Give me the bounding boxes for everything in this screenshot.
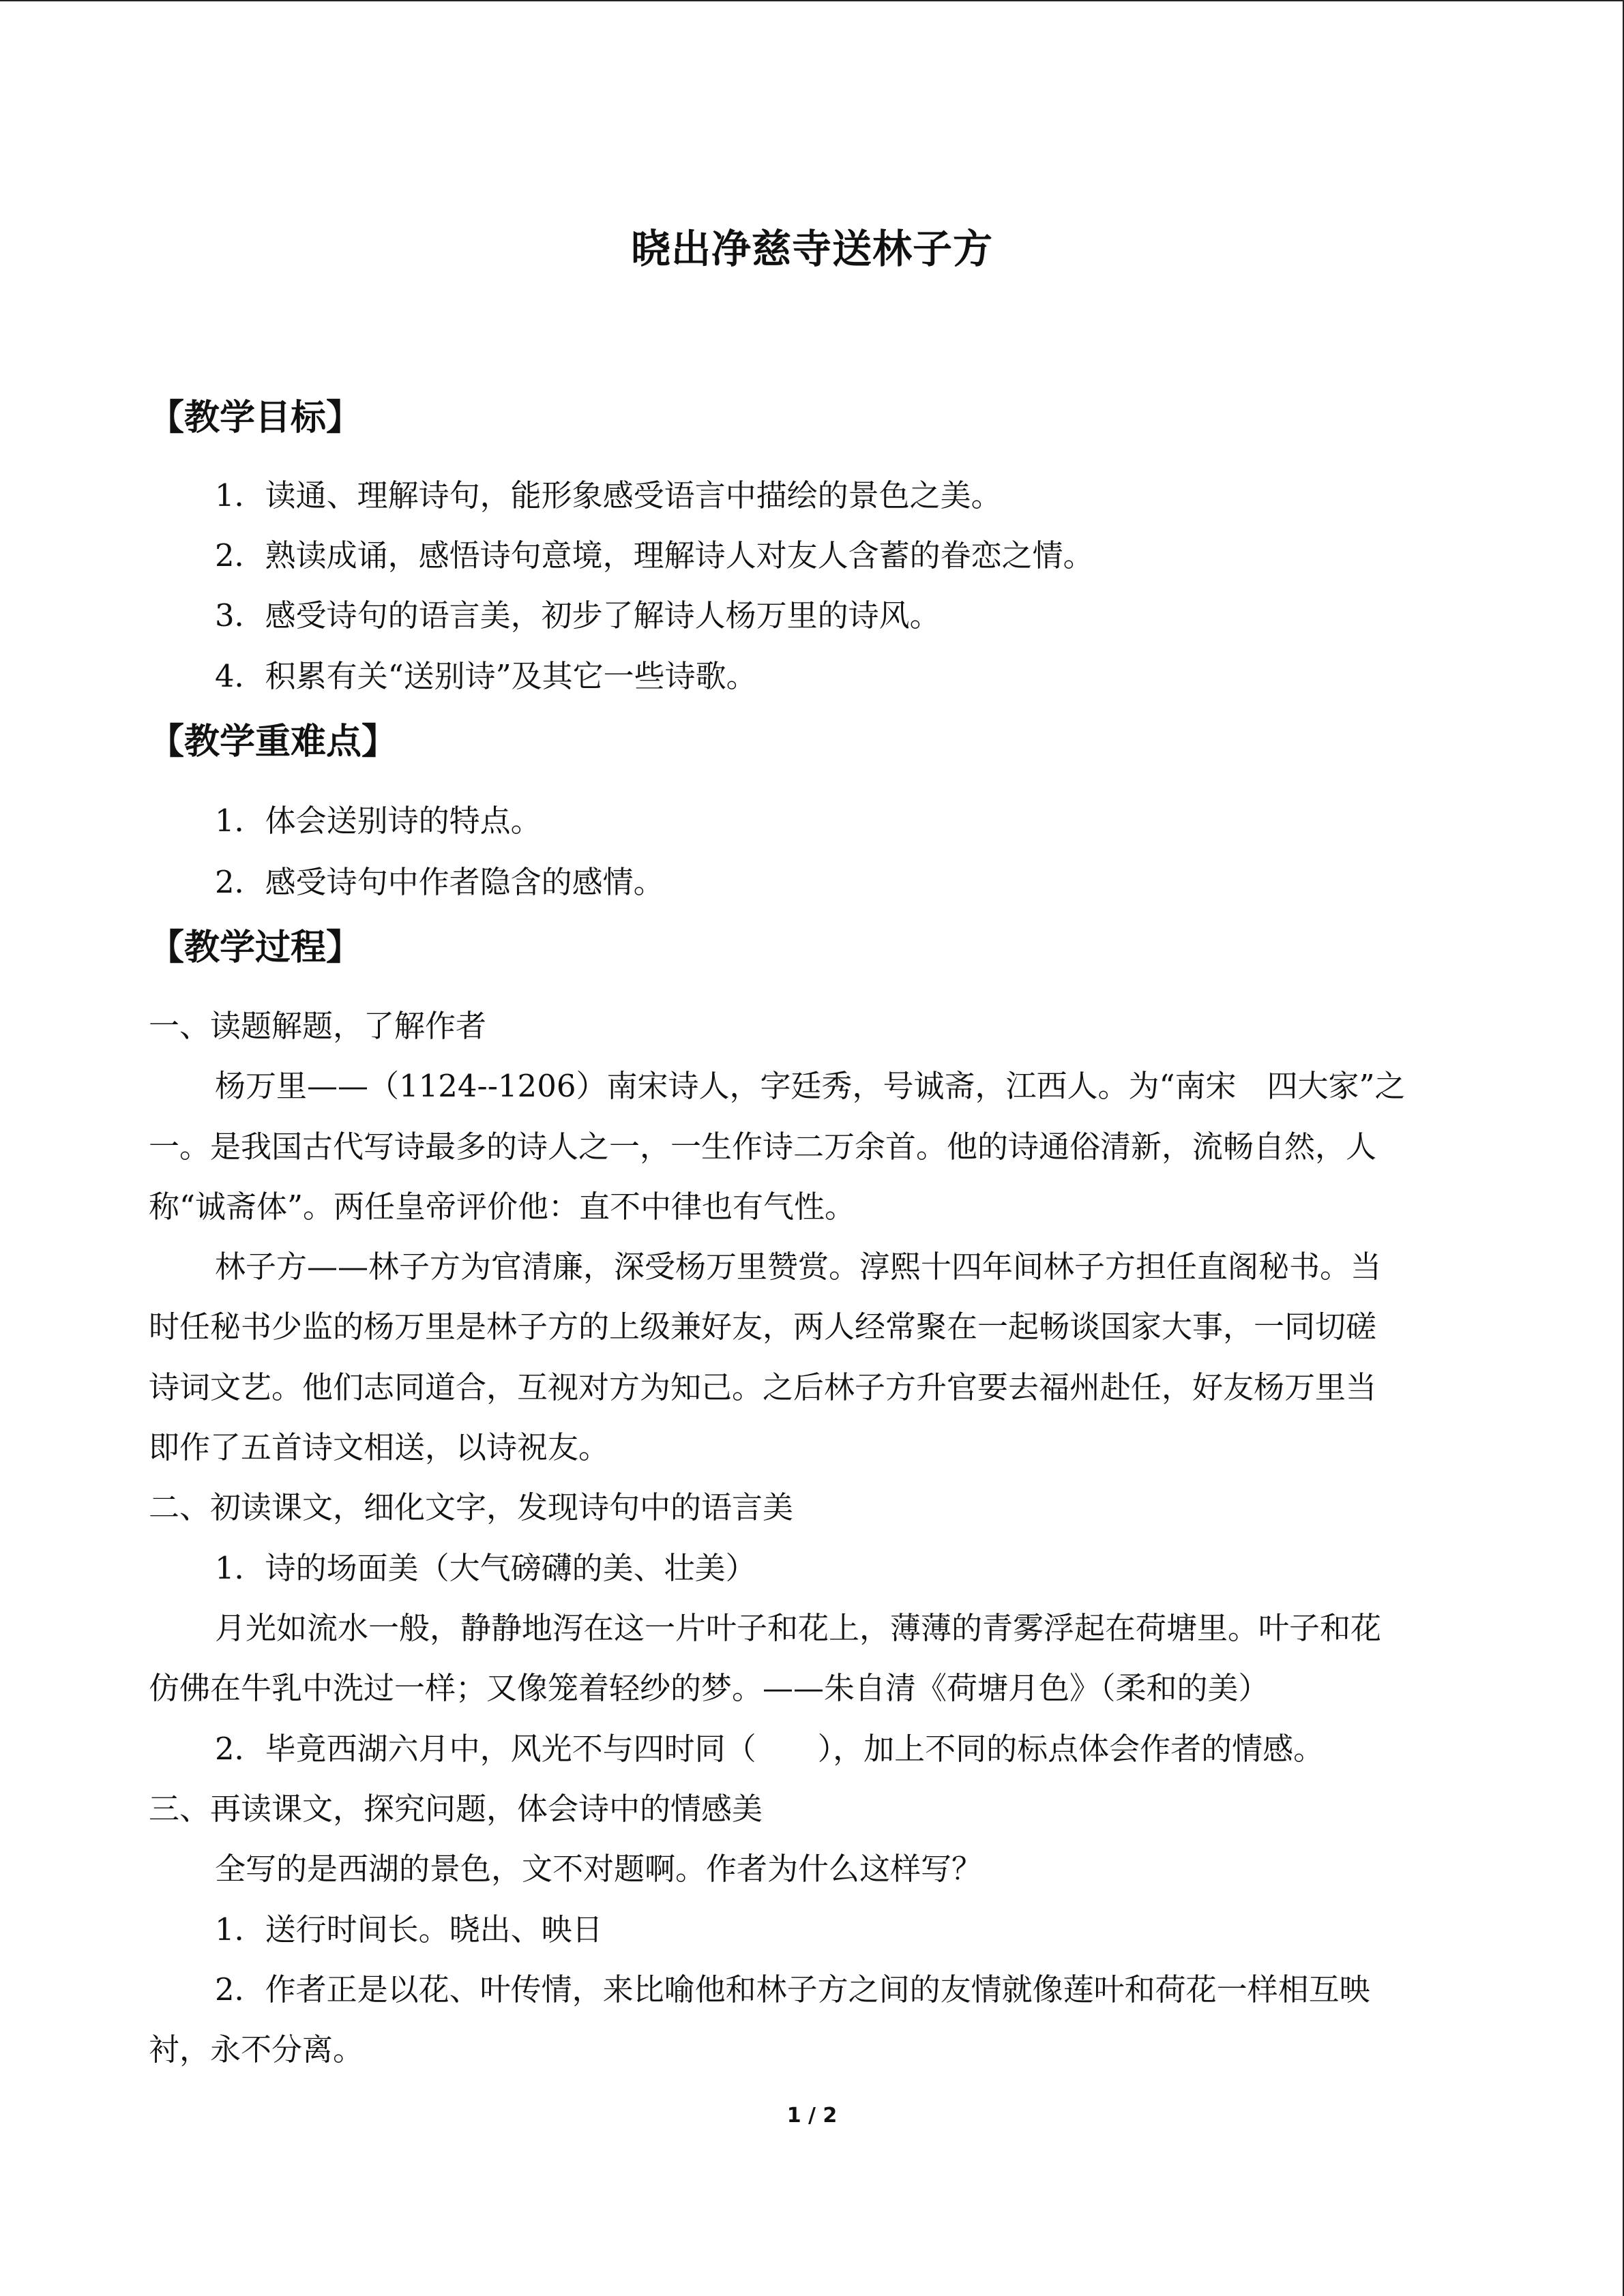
- process-line-16: 1．送行时间长。晓出、映日: [215, 1911, 603, 1948]
- section-heading-goals: 【教学目标】: [149, 398, 362, 438]
- process-line-5: 林子方——林子方为官清廉，深受杨万里赞赏。淳熙十四年间林子方担任直阁秘书。当: [215, 1249, 1382, 1285]
- process-line-9: 二、初读课文，细化文字，发现诗句中的语言美: [149, 1489, 794, 1525]
- goal-item-3: 3．感受诗句的语言美，初步了解诗人杨万里的诗风。: [215, 597, 941, 633]
- process-line-4: 称“诚斋体”。两任皇帝评价他：直不中律也有气性。: [149, 1189, 856, 1225]
- keypoint-item-2: 2．感受诗句中作者隐含的感情。: [215, 864, 664, 900]
- process-line-14: 三、再读课文，探究问题，体会诗中的情感美: [149, 1791, 763, 1827]
- keypoint-item-1: 1．体会送别诗的特点。: [215, 803, 542, 839]
- process-line-12: 仿佛在牛乳中洗过一样；又像笼着轻纱的梦。——朱自清《荷塘月色》（柔和的美）: [149, 1670, 1269, 1706]
- page-number: 1 / 2: [786, 2104, 838, 2128]
- process-line-13: 2．毕竟西湖六月中，风光不与四时同（ ），加上不同的标点体会作者的情感。: [215, 1731, 1325, 1767]
- process-line-7: 诗词文艺。他们志同道合，互视对方为知己。之后林子方升官要去福州赴任，好友杨万里当: [149, 1369, 1377, 1405]
- goal-item-1: 1．读通、理解诗句，能形象感受语言中描绘的景色之美。: [215, 477, 1002, 513]
- goal-item-4: 4．积累有关“送别诗”及其它一些诗歌。: [215, 658, 757, 694]
- process-line-2: 杨万里——（1124--1206）南宋诗人，字廷秀，号诚斋，江西人。为“南宋 四大家”之: [215, 1068, 1406, 1104]
- process-line-15: 全写的是西湖的景色，文不对题啊。作者为什么这样写？: [215, 1851, 983, 1887]
- process-line-3: 一。是我国古代写诗最多的诗人之一，一生作诗二万余首。他的诗通俗清新，流畅自然，人: [149, 1129, 1377, 1165]
- page-border-top: [0, 0, 1624, 1]
- process-line-11: 月光如流水一般，静静地泻在这一片叶子和花上，薄薄的青雾浮起在荷塘里。叶子和花: [215, 1610, 1382, 1646]
- process-line-8: 即作了五首诗文相送，以诗祝友。: [149, 1429, 610, 1465]
- process-line-6: 时任秘书少监的杨万里是林子方的上级兼好友，两人经常聚在一起畅谈国家大事，一同切磋: [149, 1309, 1377, 1345]
- process-line-17: 2．作者正是以花、叶传情，来比喻他和林子方之间的友情就像莲叶和荷花一样相互映: [215, 1971, 1370, 2008]
- process-line-1: 一、读题解题，了解作者: [149, 1008, 487, 1044]
- process-line-10: 1．诗的场面美（大气磅礴的美、壮美）: [215, 1550, 756, 1586]
- section-heading-keypoints: 【教学重难点】: [149, 721, 398, 762]
- page-title: 晓出净慈寺送林子方: [630, 226, 993, 272]
- section-heading-process: 【教学过程】: [149, 927, 362, 968]
- process-line-18: 衬，永不分离。: [149, 2031, 364, 2068]
- goal-item-2: 2．熟读成诵，感悟诗句意境，理解诗人对友人含蓄的眷恋之情。: [215, 537, 1094, 573]
